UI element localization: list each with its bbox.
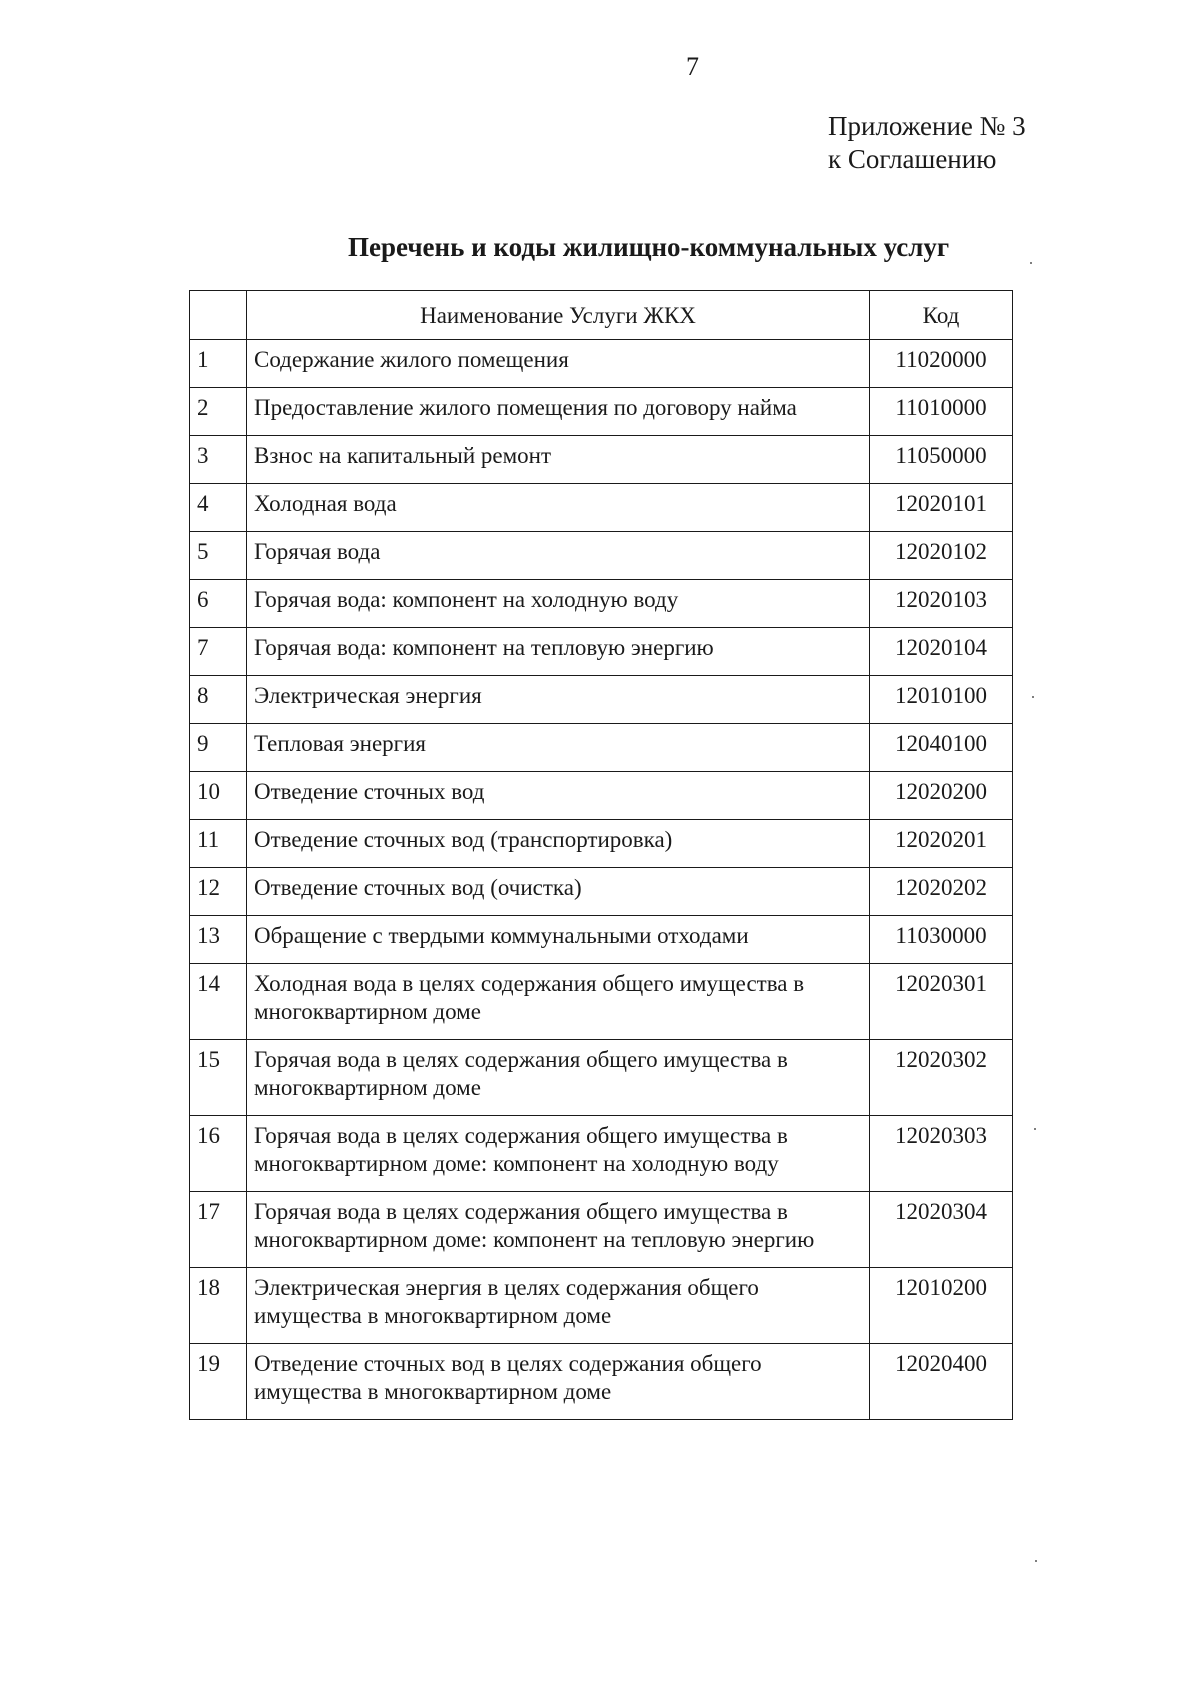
row-number: 15: [190, 1040, 247, 1116]
row-service-name: Обращение с твердыми коммунальными отходами: [247, 916, 870, 964]
row-number: 19: [190, 1344, 247, 1420]
scan-speck: [1030, 262, 1032, 264]
row-number: 14: [190, 964, 247, 1040]
row-code: 11010000: [870, 388, 1013, 436]
row-code: 12020304: [870, 1192, 1013, 1268]
row-service-name: Электрическая энергия: [247, 676, 870, 724]
row-service-name: Взнос на капитальный ремонт: [247, 436, 870, 484]
row-service-name: Холодная вода в целях содержания общего имущества в многоквартирном доме: [247, 964, 870, 1040]
row-code: 12020102: [870, 532, 1013, 580]
appendix-line-2: к Соглашению: [828, 144, 997, 174]
scan-speck: [1034, 1128, 1036, 1130]
row-service-name: Отведение сточных вод в целях содержания общего имущества в многоквартирном доме: [247, 1344, 870, 1420]
row-service-name: Горячая вода в целях содержания общего имущества в многоквартирном доме: компонент на тепловую энергию: [247, 1192, 870, 1268]
scan-speck: [1032, 696, 1034, 698]
row-number: 10: [190, 772, 247, 820]
row-service-name: Отведение сточных вод (транспортировка): [247, 820, 870, 868]
row-number: 8: [190, 676, 247, 724]
row-code: 12020200: [870, 772, 1013, 820]
table-row: [190, 484, 1013, 532]
row-service-name: Отведение сточных вод: [247, 772, 870, 820]
table-row: [190, 724, 1013, 772]
row-service-name: Отведение сточных вод (очистка): [247, 868, 870, 916]
row-service-name: Горячая вода в целях содержания общего имущества в многоквартирном доме: компонент на холодную воду: [247, 1116, 870, 1192]
page-number: 7: [686, 52, 699, 81]
row-number: 2: [190, 388, 247, 436]
table-row: [190, 820, 1013, 868]
row-code: 12020103: [870, 580, 1013, 628]
row-service-name: Горячая вода: [247, 532, 870, 580]
row-code: 11020000: [870, 340, 1013, 388]
row-code: 12020400: [870, 1344, 1013, 1420]
table-row: [190, 1268, 1013, 1344]
row-code: 12010100: [870, 676, 1013, 724]
row-number: 13: [190, 916, 247, 964]
table-row: [190, 676, 1013, 724]
row-code: 12010200: [870, 1268, 1013, 1344]
document-title: Перечень и коды жилищно-коммунальных услуг: [348, 232, 950, 262]
table-row: [190, 1192, 1013, 1268]
table-row: [190, 388, 1013, 436]
table-row: [190, 580, 1013, 628]
header-service-name: Наименование Услуги ЖКХ: [247, 291, 870, 340]
table-row: [190, 436, 1013, 484]
row-number: 3: [190, 436, 247, 484]
row-code: 12020104: [870, 628, 1013, 676]
row-service-name: Предоставление жилого помещения по договору найма: [247, 388, 870, 436]
row-code: 12020202: [870, 868, 1013, 916]
row-code: 12020101: [870, 484, 1013, 532]
services-table: [189, 290, 1013, 1420]
table-header-row: [190, 291, 1013, 340]
row-service-name: Холодная вода: [247, 484, 870, 532]
table-row: [190, 628, 1013, 676]
scan-speck: [1035, 1560, 1037, 1562]
header-code: Код: [870, 291, 1013, 340]
row-code: 12040100: [870, 724, 1013, 772]
row-number: 17: [190, 1192, 247, 1268]
table-row: [190, 1344, 1013, 1420]
row-number: 9: [190, 724, 247, 772]
row-number: 18: [190, 1268, 247, 1344]
table-row: [190, 916, 1013, 964]
row-service-name: Горячая вода в целях содержания общего имущества в многоквартирном доме: [247, 1040, 870, 1116]
row-number: 6: [190, 580, 247, 628]
table-row: [190, 868, 1013, 916]
table-row: [190, 964, 1013, 1040]
appendix-note: [828, 110, 1026, 176]
header-number: [190, 291, 247, 340]
table-body: [190, 340, 1013, 1420]
table-row: [190, 1040, 1013, 1116]
row-service-name: Горячая вода: компонент на холодную воду: [247, 580, 870, 628]
row-number: 11: [190, 820, 247, 868]
table-row: [190, 340, 1013, 388]
appendix-line-1: Приложение № 3: [828, 111, 1026, 141]
row-code: 12020301: [870, 964, 1013, 1040]
row-number: 1: [190, 340, 247, 388]
row-code: 11050000: [870, 436, 1013, 484]
table-row: [190, 772, 1013, 820]
row-number: 7: [190, 628, 247, 676]
row-number: 4: [190, 484, 247, 532]
row-service-name: Тепловая энергия: [247, 724, 870, 772]
row-code: 12020201: [870, 820, 1013, 868]
table-row: [190, 1116, 1013, 1192]
row-service-name: Содержание жилого помещения: [247, 340, 870, 388]
row-code: 12020303: [870, 1116, 1013, 1192]
row-code: 12020302: [870, 1040, 1013, 1116]
row-service-name: Горячая вода: компонент на тепловую энергию: [247, 628, 870, 676]
table-row: [190, 532, 1013, 580]
row-number: 5: [190, 532, 247, 580]
row-code: 11030000: [870, 916, 1013, 964]
row-number: 12: [190, 868, 247, 916]
row-number: 16: [190, 1116, 247, 1192]
row-service-name: Электрическая энергия в целях содержания общего имущества в многоквартирном доме: [247, 1268, 870, 1344]
